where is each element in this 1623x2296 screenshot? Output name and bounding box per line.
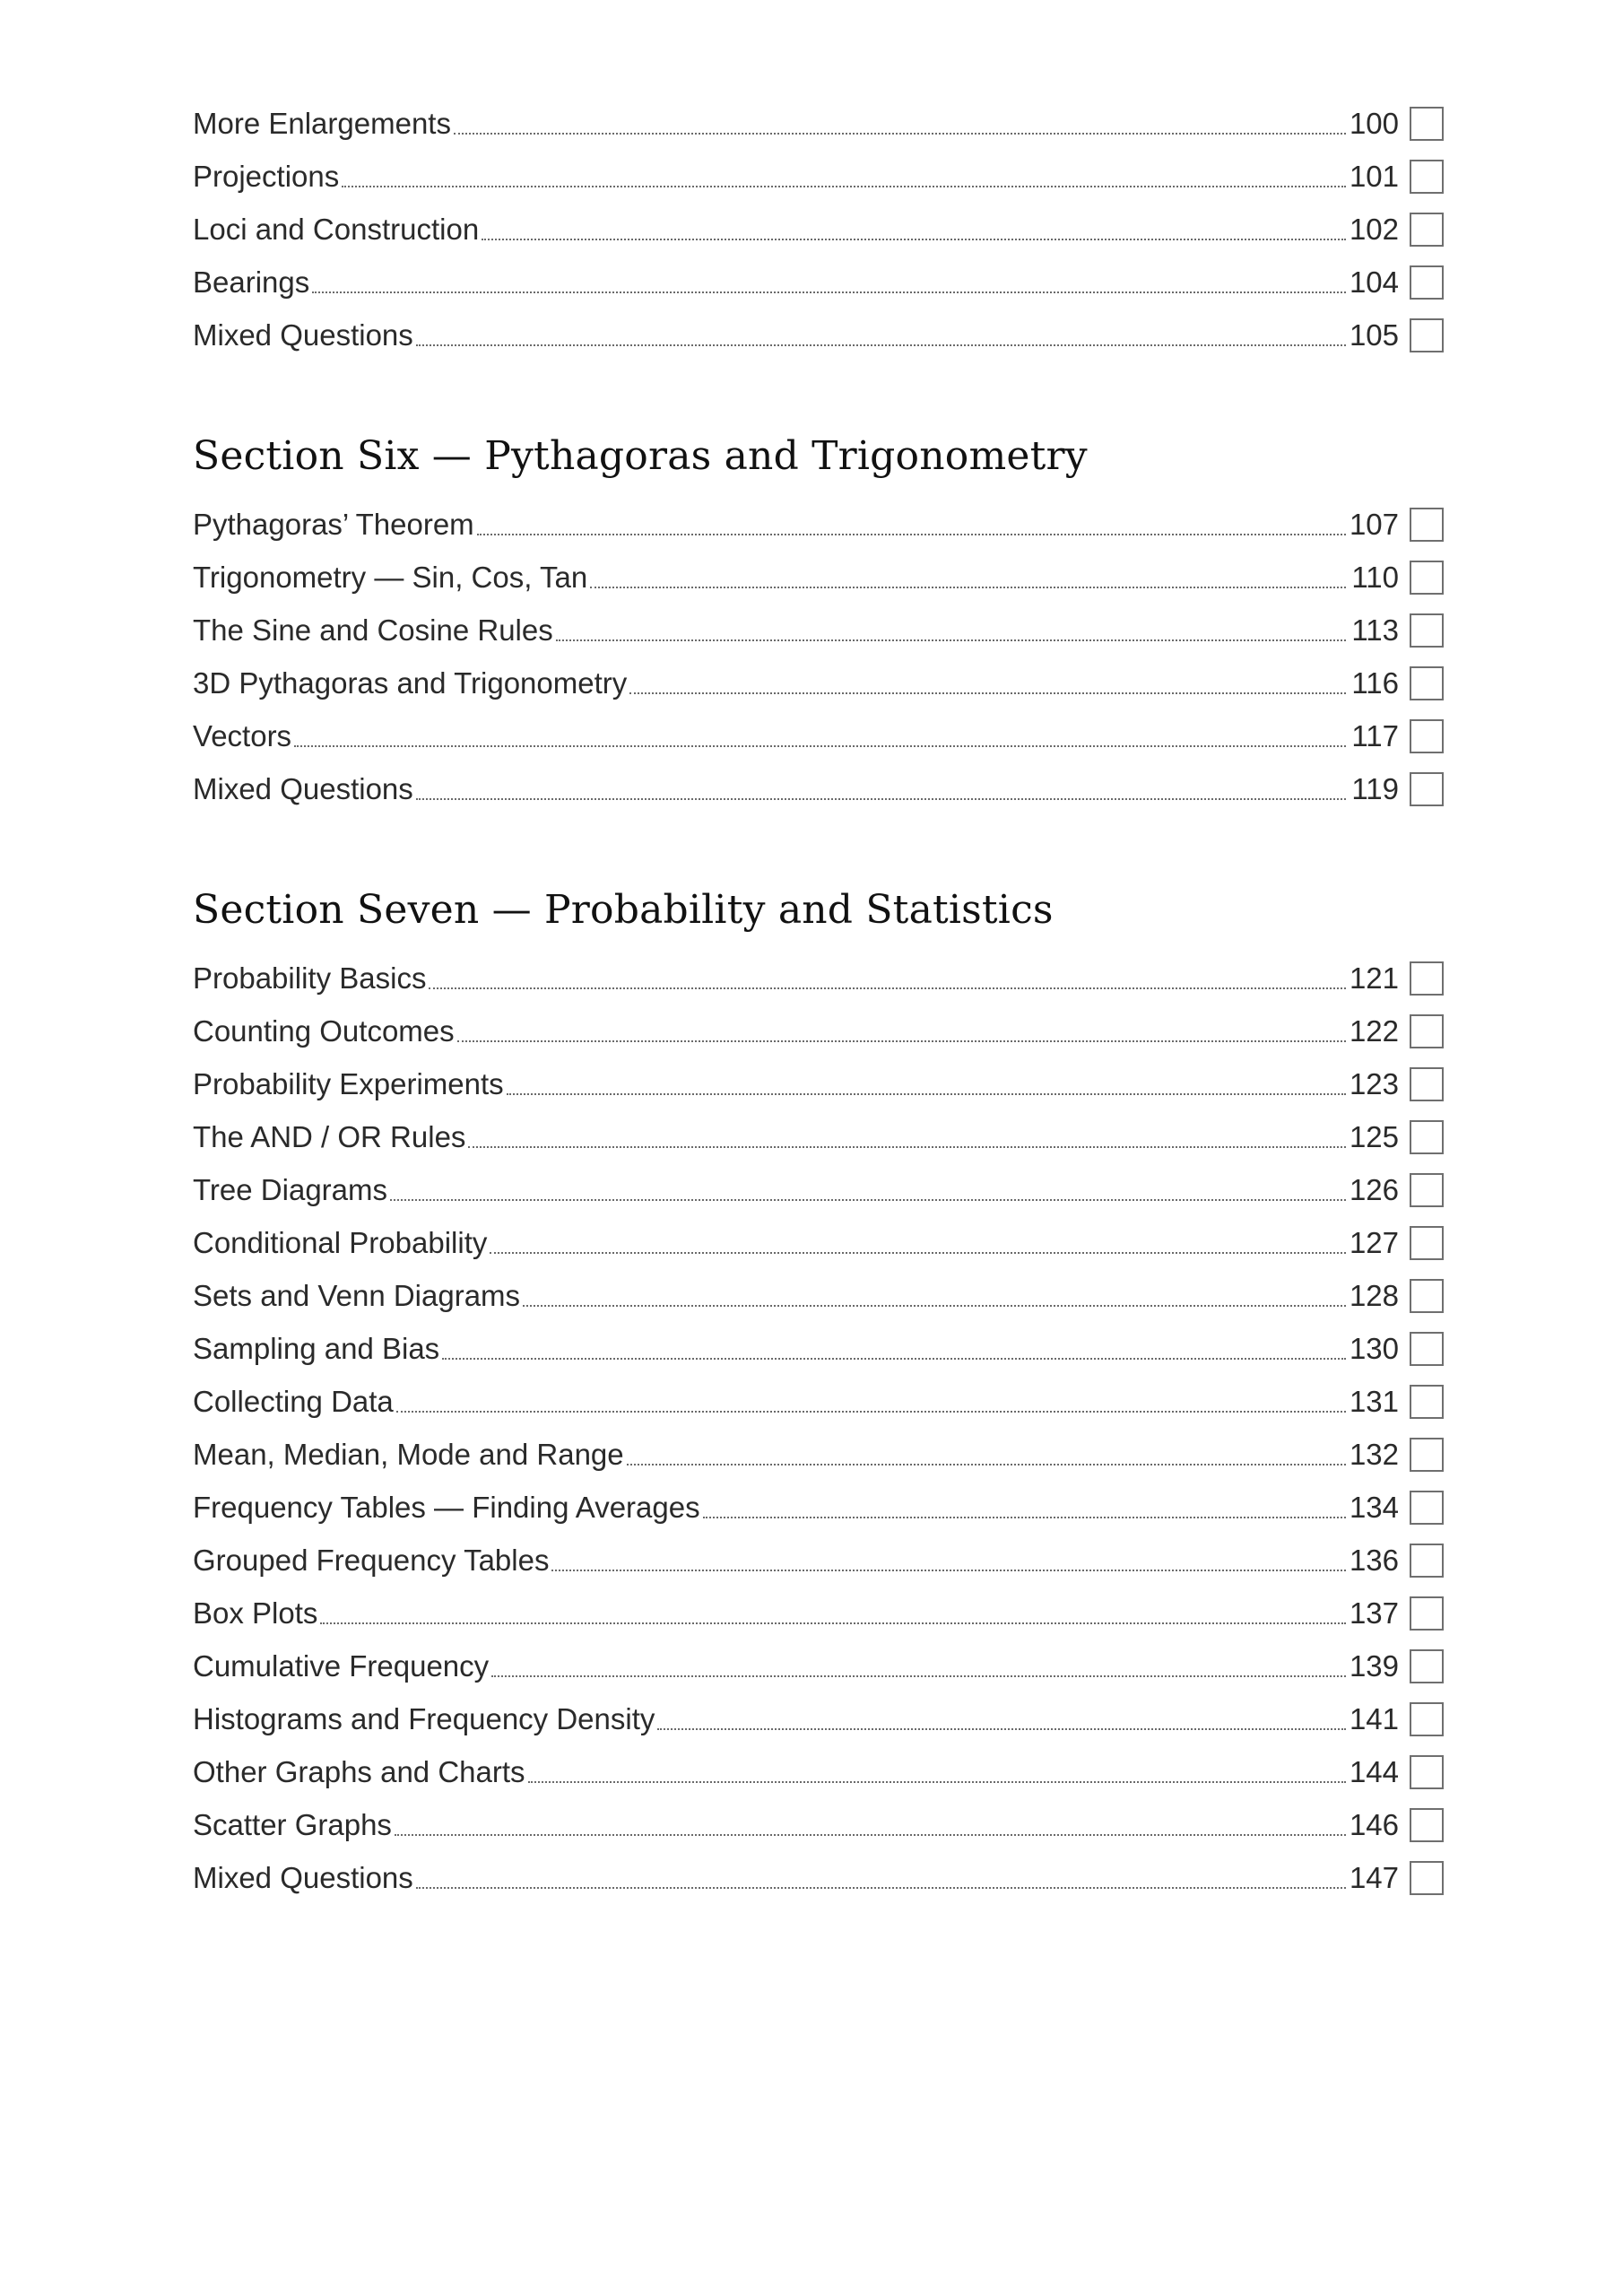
progress-checkbox[interactable] <box>1410 213 1444 247</box>
dotted-leader <box>590 587 1346 588</box>
toc-entry <box>193 309 1444 361</box>
toc-list <box>193 498 1444 815</box>
progress-checkbox[interactable] <box>1410 1808 1444 1842</box>
toc-entry-title: Probability Experiments <box>193 1066 504 1100</box>
toc-entry-title: Box Plots <box>193 1596 318 1630</box>
toc-entry-title: Probability Basics <box>193 961 427 995</box>
dotted-leader <box>482 239 1346 240</box>
progress-checkbox[interactable] <box>1410 160 1444 194</box>
dotted-leader <box>312 291 1346 293</box>
dotted-leader <box>442 1358 1346 1360</box>
toc-entry <box>193 256 1444 309</box>
progress-checkbox[interactable] <box>1410 719 1444 753</box>
toc-entry-title: Grouped Frequency Tables <box>193 1543 550 1577</box>
toc-entry-page-number: 105 <box>1349 317 1399 352</box>
toc-entry-page-number: 101 <box>1349 159 1399 193</box>
dotted-leader <box>457 1040 1346 1042</box>
toc-entry-title: Other Graphs and Charts <box>193 1754 525 1788</box>
toc-entry <box>193 1692 1444 1745</box>
progress-checkbox[interactable] <box>1410 508 1444 542</box>
toc-entry <box>193 1534 1444 1587</box>
toc-entry-title: Counting Outcomes <box>193 1013 455 1048</box>
toc-entry <box>193 1110 1444 1163</box>
progress-checkbox[interactable] <box>1410 1067 1444 1101</box>
dotted-leader <box>429 987 1346 989</box>
toc-entry-title: Tree Diagrams <box>193 1172 387 1206</box>
dotted-leader <box>294 745 1346 747</box>
dotted-leader <box>416 344 1346 346</box>
toc-entry-page-number: 102 <box>1349 212 1399 246</box>
toc-entry-page-number: 123 <box>1349 1066 1399 1100</box>
toc-entry-page-number: 100 <box>1349 106 1399 140</box>
progress-checkbox[interactable] <box>1410 265 1444 300</box>
toc-entry-title: Collecting Data <box>193 1384 394 1418</box>
toc-entry-title: Sampling and Bias <box>193 1331 440 1365</box>
toc-entry-page-number: 131 <box>1349 1384 1399 1418</box>
toc-entry <box>193 952 1444 1004</box>
toc-entry-title: Bearings <box>193 265 310 299</box>
toc-entry-title: Sets and Venn Diagrams <box>193 1278 521 1312</box>
progress-checkbox[interactable] <box>1410 1014 1444 1048</box>
toc-entry <box>193 551 1444 604</box>
dotted-leader <box>416 798 1346 800</box>
toc-entry <box>193 709 1444 762</box>
toc-entry-title: Scatter Graphs <box>193 1807 392 1841</box>
toc-entry <box>193 1851 1444 1904</box>
toc-entry-title: Loci and Construction <box>193 212 480 246</box>
toc-entry <box>193 1481 1444 1534</box>
dotted-leader <box>627 1464 1346 1465</box>
toc-entry-title: 3D Pythagoras and Trigonometry <box>193 665 628 700</box>
dotted-leader <box>491 1675 1346 1677</box>
progress-checkbox[interactable] <box>1410 1702 1444 1736</box>
toc-entry <box>193 1163 1444 1216</box>
toc-entry-title: Pythagoras’ Theorem <box>193 507 474 541</box>
toc-entry-title: Trigonometry — Sin, Cos, Tan <box>193 560 588 594</box>
toc-entry-page-number: 117 <box>1351 718 1399 752</box>
toc-list <box>193 97 1444 361</box>
toc-entry <box>193 1216 1444 1269</box>
toc-entry <box>193 203 1444 256</box>
toc-entry <box>193 1057 1444 1110</box>
progress-checkbox[interactable] <box>1410 613 1444 648</box>
dotted-leader <box>454 133 1346 135</box>
toc-entry <box>193 498 1444 551</box>
dotted-leader <box>390 1199 1346 1201</box>
toc-entry <box>193 1587 1444 1639</box>
progress-checkbox[interactable] <box>1410 318 1444 352</box>
toc-entry-page-number: 127 <box>1349 1225 1399 1259</box>
table-of-contents-page <box>193 97 1444 1904</box>
progress-checkbox[interactable] <box>1410 1596 1444 1631</box>
progress-checkbox[interactable] <box>1410 1755 1444 1789</box>
toc-entry <box>193 1004 1444 1057</box>
toc-entry-page-number: 141 <box>1349 1701 1399 1735</box>
progress-checkbox[interactable] <box>1410 1279 1444 1313</box>
toc-entry-page-number: 125 <box>1349 1119 1399 1153</box>
toc-entry-title: Conditional Probability <box>193 1225 488 1259</box>
toc-entry <box>193 97 1444 150</box>
toc-entry-page-number: 121 <box>1349 961 1399 995</box>
toc-entry-title: Mixed Questions <box>193 771 413 805</box>
dotted-leader <box>490 1252 1346 1254</box>
toc-entry-page-number: 134 <box>1349 1490 1399 1524</box>
section-heading: Section Six — Pythagoras and Trigonometry <box>193 433 1088 479</box>
toc-entry-page-number: 139 <box>1349 1648 1399 1683</box>
toc-entry-page-number: 137 <box>1349 1596 1399 1630</box>
toc-entry-page-number: 104 <box>1349 265 1399 299</box>
progress-checkbox[interactable] <box>1410 1649 1444 1683</box>
toc-entry-title: Mean, Median, Mode and Range <box>193 1437 624 1471</box>
toc-entry <box>193 1745 1444 1798</box>
toc-entry <box>193 1322 1444 1375</box>
toc-list <box>193 952 1444 1904</box>
dotted-leader <box>342 186 1346 187</box>
section-six <box>193 431 1444 815</box>
toc-entry <box>193 1798 1444 1851</box>
toc-entry-page-number: 147 <box>1349 1860 1399 1894</box>
progress-checkbox[interactable] <box>1410 1861 1444 1895</box>
toc-entry-page-number: 128 <box>1349 1278 1399 1312</box>
toc-entry-title: Mixed Questions <box>193 1860 413 1894</box>
toc-entry-title: The Sine and Cosine Rules <box>193 613 553 647</box>
toc-entry-page-number: 126 <box>1349 1172 1399 1206</box>
dotted-leader <box>629 692 1346 694</box>
dotted-leader <box>320 1622 1346 1624</box>
dotted-leader <box>416 1887 1346 1889</box>
dotted-leader <box>395 1834 1346 1836</box>
section-seven <box>193 885 1444 1904</box>
toc-entry-title: Vectors <box>193 718 292 752</box>
progress-checkbox[interactable] <box>1410 1173 1444 1207</box>
progress-checkbox[interactable] <box>1410 561 1444 595</box>
toc-entry-title: Histograms and Frequency Density <box>193 1701 655 1735</box>
progress-checkbox[interactable] <box>1410 961 1444 996</box>
dotted-leader <box>551 1570 1346 1571</box>
toc-entry-page-number: 146 <box>1349 1807 1399 1841</box>
toc-entry <box>193 657 1444 709</box>
progress-checkbox[interactable] <box>1410 1332 1444 1366</box>
toc-entry-page-number: 136 <box>1349 1543 1399 1577</box>
progress-checkbox[interactable] <box>1410 1120 1444 1154</box>
toc-entry-page-number: 132 <box>1349 1437 1399 1471</box>
dotted-leader <box>477 534 1346 535</box>
section-five-continued <box>193 97 1444 361</box>
dotted-leader <box>396 1411 1346 1413</box>
toc-entry-title: Mixed Questions <box>193 317 413 352</box>
dotted-leader <box>657 1728 1346 1730</box>
toc-entry <box>193 1428 1444 1481</box>
progress-checkbox[interactable] <box>1410 107 1444 141</box>
toc-entry <box>193 1269 1444 1322</box>
dotted-leader <box>703 1517 1346 1518</box>
dotted-leader <box>523 1305 1346 1307</box>
toc-entry <box>193 762 1444 815</box>
toc-entry-page-number: 113 <box>1351 613 1399 647</box>
toc-entry-page-number: 110 <box>1351 560 1399 594</box>
toc-entry <box>193 1375 1444 1428</box>
toc-entry <box>193 1639 1444 1692</box>
toc-entry-title: The AND / OR Rules <box>193 1119 466 1153</box>
toc-entry-title: Projections <box>193 159 340 193</box>
dotted-leader <box>468 1146 1346 1148</box>
toc-entry <box>193 150 1444 203</box>
toc-entry-page-number: 119 <box>1351 771 1399 805</box>
toc-entry-title: Frequency Tables — Finding Averages <box>193 1490 700 1524</box>
dotted-leader <box>528 1781 1346 1783</box>
dotted-leader <box>507 1093 1346 1095</box>
progress-checkbox[interactable] <box>1410 666 1444 700</box>
toc-entry <box>193 604 1444 657</box>
toc-entry-page-number: 107 <box>1349 507 1399 541</box>
toc-entry-title: Cumulative Frequency <box>193 1648 490 1683</box>
progress-checkbox[interactable] <box>1410 772 1444 806</box>
toc-entry-page-number: 116 <box>1351 665 1399 700</box>
dotted-leader <box>556 639 1346 641</box>
progress-checkbox[interactable] <box>1410 1544 1444 1578</box>
toc-entry-page-number: 130 <box>1349 1331 1399 1365</box>
progress-checkbox[interactable] <box>1410 1385 1444 1419</box>
toc-entry-page-number: 144 <box>1349 1754 1399 1788</box>
section-heading: Section Seven — Probability and Statistics <box>193 887 1054 933</box>
toc-entry-page-number: 122 <box>1349 1013 1399 1048</box>
progress-checkbox[interactable] <box>1410 1438 1444 1472</box>
progress-checkbox[interactable] <box>1410 1491 1444 1525</box>
progress-checkbox[interactable] <box>1410 1226 1444 1260</box>
toc-entry-title: More Enlargements <box>193 106 451 140</box>
